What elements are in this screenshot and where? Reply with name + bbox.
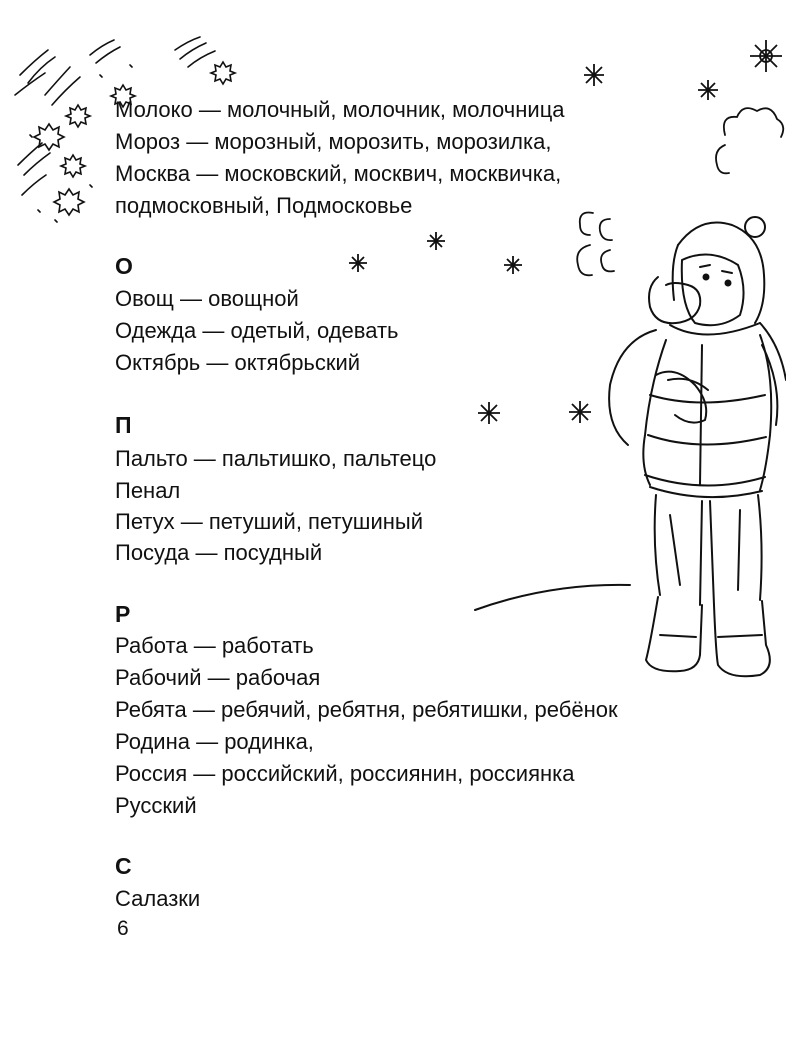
intro-line: Москва — московский, москвич, москвичка, — [115, 161, 562, 186]
dictionary-entry: Овощ — овощной — [115, 286, 299, 311]
page-number: 6 — [117, 917, 129, 940]
star-icon — [580, 62, 720, 104]
dictionary-entry: Россия — российский, россиянин, россиянка — [115, 761, 575, 786]
breath-cloud-icon — [705, 95, 785, 185]
dictionary-entry: Русский — [115, 793, 197, 818]
section-letter: Р — [115, 601, 131, 627]
dictionary-entry: Рабочий — рабочая — [115, 665, 321, 690]
dictionary-entry: Родина — родинка, — [115, 729, 314, 754]
section-letter: П — [115, 412, 132, 438]
intro-line: Мороз — морозный, морозить, морозилка, — [115, 129, 552, 154]
dictionary-entry: Петух — петуший, петушиный — [115, 509, 423, 534]
snowflake-icon — [748, 38, 784, 74]
dictionary-entry: Пальто — пальтишко, пальтецо — [115, 446, 437, 471]
dictionary-entry: Ребята — ребячий, ребятня, ребятишки, ребёнок — [115, 697, 618, 722]
section-letter: О — [115, 253, 133, 279]
dictionary-entry: Работа — работать — [115, 633, 314, 658]
dictionary-entry: Одежда — одетый, одевать — [115, 318, 399, 343]
dictionary-entry: Октябрь — октябрьский — [115, 350, 361, 375]
intro-line: Молоко — молочный, молочник, молочница — [115, 97, 565, 122]
dictionary-entry: Салазки — [115, 886, 201, 911]
dictionary-entry: Пенал — [115, 478, 181, 503]
dictionary-entry: Посуда — посудный — [115, 540, 323, 565]
child-illustration — [470, 205, 786, 705]
intro-line: подмосковный, Подмосковье — [115, 193, 413, 218]
section-letter: С — [115, 853, 132, 879]
